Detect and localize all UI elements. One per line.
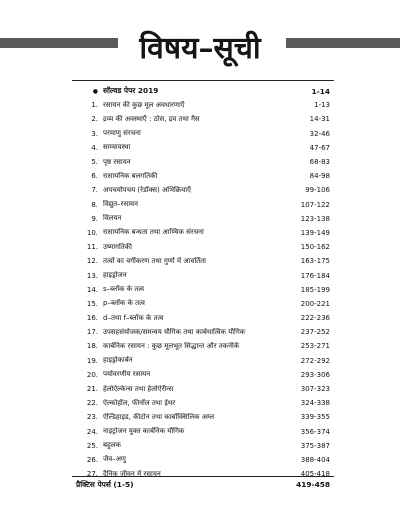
toc-item-pages: 150-162 [300, 243, 330, 252]
toc-item-number: 25. [86, 441, 98, 450]
toc-item-label: परमाणु संरचना [103, 129, 141, 138]
toc-item [76, 169, 330, 183]
toc-item-pages: 272-292 [300, 356, 330, 365]
toc-item [76, 112, 330, 126]
divider-bottom [72, 476, 334, 477]
toc-item [76, 183, 330, 197]
toc-item [76, 410, 330, 424]
toc-item-number: 4. [91, 143, 98, 152]
toc-item [76, 425, 330, 439]
toc-item-pages: 99-106 [305, 186, 330, 195]
toc-item-number: 14. [86, 285, 98, 294]
toc-item-number: 23. [86, 413, 98, 422]
toc-item-pages: 107-122 [300, 200, 330, 209]
toc-item [76, 268, 330, 282]
toc-section-pages: 1-14 [311, 86, 330, 96]
toc-item-number: 7. [91, 186, 98, 195]
toc-item-number: 19. [86, 356, 98, 365]
toc-item-number: 22. [86, 399, 98, 408]
toc-item-pages: 68-83 [309, 158, 330, 167]
toc-item-pages: 163-175 [300, 257, 330, 266]
toc-item-pages: 405-418 [300, 470, 330, 479]
toc-item [76, 212, 330, 226]
toc-item-number: 20. [86, 370, 98, 379]
toc-item-label: अपचयोपचय (रेडॉक्स) अभिक्रियाएँ [103, 185, 191, 194]
toc-item-number: 10. [86, 228, 98, 237]
toc-item-label: दैनिक जीवन में रसायन [103, 469, 161, 478]
toc-item-pages: 185-199 [300, 285, 330, 294]
toc-item [76, 382, 330, 396]
bullet-icon: ● [92, 87, 98, 95]
toc-item-pages: 339-355 [300, 413, 330, 422]
toc-item-number: 6. [91, 172, 98, 181]
toc-item [76, 283, 330, 297]
toc-item-label: हेलोऐल्केन्स तथा हेलोऐरीन्स [103, 384, 174, 393]
toc-section-label: सॉल्वड पेपर 2019 [103, 86, 159, 96]
toc-item-pages: 200-221 [300, 299, 330, 308]
toc-item-label: p–ब्लॉक के तत्व [103, 299, 145, 308]
toc-item-label: उष्मागतिकी [103, 242, 132, 251]
toc-item-label: ऐल्कोहॉल, फीनॉल तथा ईथर [103, 398, 176, 407]
toc-item [76, 439, 330, 453]
toc-footer-pages: 419-458 [296, 480, 330, 489]
toc-item [76, 325, 330, 339]
toc-item-label: पर्यावरणीय रसायन [103, 370, 151, 379]
toc-item-label: हाइड्रोजन [103, 271, 127, 280]
toc-item-pages: 253-271 [300, 342, 330, 351]
toc-item-number: 12. [86, 257, 98, 266]
toc-item [76, 368, 330, 382]
toc-item-number: 2. [91, 115, 98, 124]
toc-item [76, 240, 330, 254]
toc-item-number: 21. [86, 385, 98, 394]
toc-item [76, 254, 330, 268]
toc-item-pages: 47-67 [309, 143, 330, 152]
toc-item [76, 226, 330, 240]
toc-item-label: ऐल्डिहाइड, कीटोन तथा कार्बोक्सिलिक अम्ल [103, 412, 215, 421]
toc-item [76, 127, 330, 141]
toc-item-number: 11. [86, 243, 98, 252]
toc-item-label: जैव–अणु [103, 455, 126, 464]
toc-item-number: 15. [86, 299, 98, 308]
toc-item-label: हाइड्रोकार्बन [103, 356, 133, 365]
toc-item [76, 339, 330, 353]
toc-item-pages: 237-252 [300, 328, 330, 337]
toc-item-number: 18. [86, 342, 98, 351]
toc-section-solved-paper [76, 84, 330, 98]
toc-item-number: 13. [86, 271, 98, 280]
toc-item-label: d–तथा f–ब्लॉक के तत्व [103, 313, 164, 322]
toc-item-label: रसायन की कुछ मूल अवधारणाएँ [103, 100, 185, 109]
toc-item-pages: 293-306 [300, 370, 330, 379]
toc-item-label: रासायनिक बन्धता तथा आण्विक संरचना [103, 228, 204, 237]
toc-item-label: विद्युत–रसायन [103, 200, 138, 209]
toc-item-label: साम्यावस्था [103, 143, 131, 152]
toc-item-label: नाइट्रोजन युक्त कार्बनिक यौगिक [103, 427, 185, 436]
divider-top [72, 80, 334, 81]
page-title: विषय–सूची [139, 31, 261, 66]
toc-item-number: 16. [86, 314, 98, 323]
toc-item-number: 5. [91, 158, 98, 167]
toc-item [76, 354, 330, 368]
toc-item-number: 26. [86, 455, 98, 464]
toc-item [76, 453, 330, 467]
toc-item-pages: 14-31 [309, 115, 330, 124]
toc-item-number: 8. [91, 200, 98, 209]
toc-item-pages: 123-138 [300, 214, 330, 223]
toc-item-number: 27. [86, 470, 98, 479]
toc-item [76, 98, 330, 112]
toc-item-label: कार्बनिक रसायन : कुछ मूलभूत सिद्धान्त और तकनीकें [103, 341, 240, 350]
toc-item [76, 297, 330, 311]
toc-item [76, 396, 330, 410]
toc-item-pages: 324-338 [300, 399, 330, 408]
toc-item [76, 198, 330, 212]
toc-item [76, 141, 330, 155]
toc-item-label: s–ब्लॉक के तत्व [103, 285, 145, 294]
toc-footer-practice-papers [76, 480, 330, 490]
toc-item-pages: 139-149 [300, 228, 330, 237]
toc-item [76, 155, 330, 169]
toc-item-label: पृष्ठ रसायन [103, 157, 131, 166]
toc-item-label: बहुलक [103, 441, 121, 450]
toc-item-pages: 222-236 [300, 314, 330, 323]
toc-item-pages: 176-184 [300, 271, 330, 280]
toc-item-pages: 375-387 [300, 441, 330, 450]
toc-item-pages: 32-46 [309, 129, 330, 138]
toc-item-label: तत्वों का वर्गीकरण तथा गुणों में आवर्तिता [103, 256, 206, 265]
toc-item-number: 17. [86, 328, 98, 337]
toc-item-label: द्रव्य की अवस्थाएँ : ठोस, द्रव तथा गैस [103, 114, 200, 123]
toc-item-label: विलयन [103, 214, 122, 223]
toc-item-number: 9. [91, 214, 98, 223]
toc-item-number: 1. [91, 101, 98, 110]
toc-item-pages: 356-374 [300, 427, 330, 436]
toc-item-label: रासायनिक बलगतिकी [103, 171, 158, 180]
toc-list [76, 98, 330, 481]
toc-item-number: 3. [91, 129, 98, 138]
table-of-contents [76, 84, 330, 481]
toc-item-number: 24. [86, 427, 98, 436]
toc-item-pages: 1-13 [314, 101, 330, 110]
toc-item-pages: 84-98 [309, 172, 330, 181]
toc-item-pages: 388-404 [300, 455, 330, 464]
toc-item [76, 311, 330, 325]
toc-item-pages: 307-323 [300, 385, 330, 394]
toc-footer-label: प्रैक्टिस पेपर्स (1-5) [76, 480, 134, 489]
toc-item-label: उपसहसंयोजक/समन्वय यौगिक तथा कार्बधात्विक यौगिक [103, 327, 246, 336]
